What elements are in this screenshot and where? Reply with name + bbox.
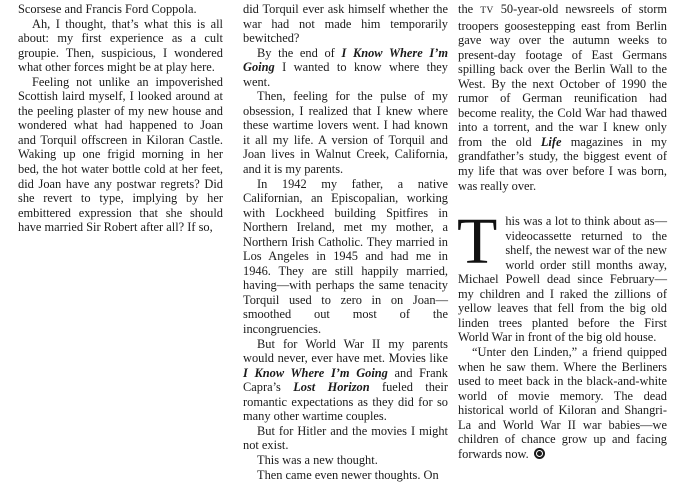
text-run: By the end of <box>257 45 342 60</box>
drop-cap: T <box>457 205 498 279</box>
text-run: and Frank Capra’s <box>243 365 449 395</box>
paragraph <box>243 46 448 90</box>
paragraph: But for Hitler and the movies I might not exist. <box>243 423 448 453</box>
paragraph <box>243 337 448 424</box>
text-run: the <box>458 2 481 16</box>
magazine-title: Life <box>540 134 562 149</box>
paragraph: Then, feeling for the pulse of my obsession, I realized that I knew where these wartime lovers went. I had known it all my life. A version of Torquil and Joan lives in Walnut Creek, California, and it is my parents. <box>243 89 448 177</box>
text-run: magazines in my grandfather’s study, the biggest event of my life that was over before I was born, was really over. <box>458 134 667 193</box>
paragraph: This was a new thought. <box>257 452 378 467</box>
paragraph: Scorsese and Francis Ford Coppola. <box>18 2 197 16</box>
paragraph: Ah, I thought, that’s what this is all about: my first experience as a cult groupie. Then, suspicious, I wondered what other forces might be at play here. <box>18 16 223 75</box>
text-run: 50-year-old newsreels of storm troopers goosestepping east from Berlin gave way over the autumn weeks to present-day footage of East Germans spilling back over the Berlin Wall to the West. By the next October of 1990 the rumor of German reunification had become reality, the Cold War had thawed into a torrent, and the war I knew only from the old <box>458 2 667 149</box>
text-run: But for World War II my parents would never, ever have met. Movies like <box>243 336 448 366</box>
paragraph <box>458 345 667 461</box>
paragraph: Then came even newer thoughts. On <box>257 467 439 482</box>
small-caps-abbrev: TV <box>480 5 494 16</box>
paragraph: did Torquil ever ask himself whether the war had not made him temporarily bewitched? <box>243 2 448 46</box>
film-title: I Know Where I’m Going <box>243 365 388 380</box>
section-opening-paragraph <box>457 205 667 345</box>
text-column-3 <box>458 2 667 461</box>
paragraph: Feeling not unlike an impoverished Scottish laird myself, I looked around at the peeling plaster of my new house and wondered what had happened to Joan and Torquil offscreen in Kiloran Castle. Waking up one frigid morning in her bed, the hot water bottle cold at her feet, did Joan have any postwar regrets? Did she revert to type, implying by her embittered expression that she should have married Sir Robert after all? If so, <box>18 74 223 235</box>
paragraph <box>458 2 667 193</box>
text-run: fueled their romantic expectations as they did for so many other wartime couples. <box>243 380 448 424</box>
film-title: I Know Where I’m Going <box>243 45 448 75</box>
text-run: I wanted to know where they went. <box>243 60 448 89</box>
film-title: Lost Horizon <box>293 380 370 395</box>
end-of-article-icon <box>534 448 545 459</box>
text-run: “Unter den Linden,” a friend quipped when he saw them. Where the Berliners used to meet back in the black-and-white world of movie memory. The dead historical world of Kiloran and Shangri-La and World War II war babies—we children of chance grow up and facing forwards now. <box>458 345 667 461</box>
text-run: his was a lot to think about as—videocassette returned to the shelf, the newest war of the new world order still months away, Michael Powell dead since February—my children and I raked the zillions of yellow leaves that fell from the big old linden trees planted before the First World War in front of the big old house. <box>458 214 667 345</box>
text-column-2 <box>243 2 448 482</box>
paragraph: In 1942 my father, a native Californian, an Episcopalian, working with Lockheed building Spitfires in Northern Ireland, met my mother, a Northern Irish Catholic. They married in Los Angeles in 1945 and had me in 1946. They are still happily married, having—with perhaps the same tenacity Torquil used to zero in on Joan—smoothed out most of the incongruencies. <box>243 176 448 337</box>
text-column-1 <box>18 2 223 235</box>
